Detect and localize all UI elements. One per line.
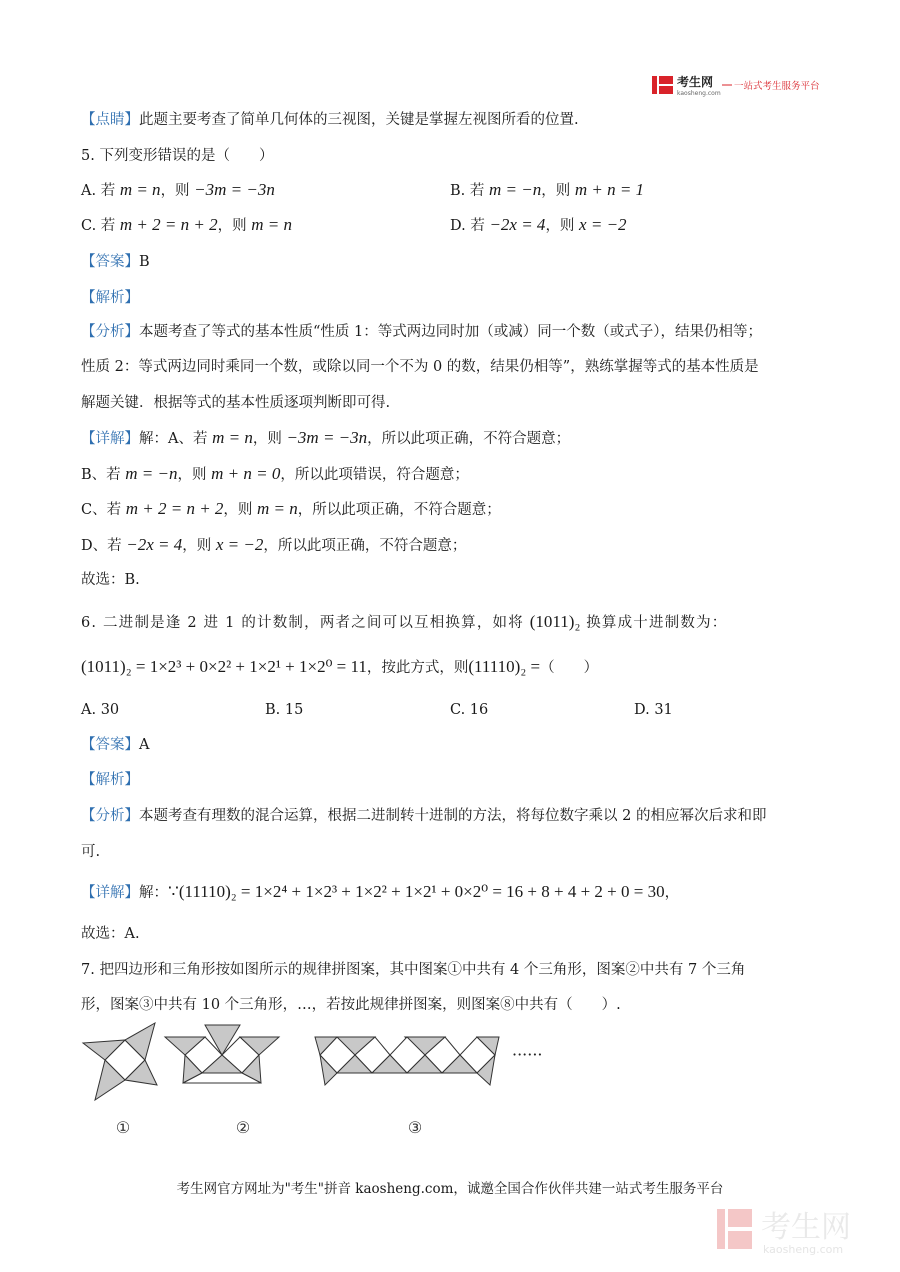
question-6-stem-1: 6. 二进制是逢 2 进 1 的计数制，两者之间可以互相换算，如将 (1011)₂ 换算成十进制数为：	[81, 612, 728, 631]
q5-option-c: C. 若 m + 2 = n + 2，则 m = n	[81, 215, 292, 234]
pattern-figure	[75, 1015, 575, 1145]
q5-xiangjie-a: 【详解】解：A、若 m = n，则 −3m = −3n，所以此项正确，不符合题意；	[81, 428, 571, 447]
q6-answer: 【答案】A	[81, 737, 150, 753]
q6-option-d: D. 31	[634, 702, 673, 718]
q5-answer: 【答案】B	[81, 254, 150, 270]
watermark-en: kaosheng.com	[763, 1243, 844, 1256]
q5-xiangjie-d: D、若 −2x = 4，则 x = −2，所以此项正确，不符合题意；	[81, 535, 467, 554]
pattern-3	[315, 1037, 499, 1085]
logo-slogan: 一站式考生服务平台	[734, 81, 820, 92]
q5-fenxi-1: 【分析】本题考查了等式的基本性质“性质 1：等式两边同时加（或减）同一个数（或式子），结果仍相等；	[81, 324, 762, 340]
q5-fenxi-2: 性质 2：等式两边同时乘同一个数，或除以同一个不为 0 的数，结果仍相等”，熟练掌握等式的基本性质是	[81, 359, 759, 375]
q6-fenxi-2: 可.	[81, 844, 101, 860]
q6-guxuan: 故选：A.	[81, 926, 140, 942]
q5-xiangjie-b: B、若 m = −n，则 m + n = 0，所以此项错误，符合题意；	[81, 464, 469, 483]
dianjing-line	[81, 110, 579, 130]
q5-option-d: D. 若 −2x = 4，则 x = −2	[450, 215, 627, 234]
pattern-1-label: ①	[115, 1118, 131, 1137]
q5-guxuan: 故选：B.	[81, 572, 140, 588]
q5-fenxi-3: 解题关键．根据等式的基本性质逐项判断即可得.	[81, 395, 391, 411]
q6-fenxi-1: 【分析】本题考查有理数的混合运算，根据二进制转十进制的方法，将每位数字乘以 2 的相应幂次后求和即	[81, 808, 767, 824]
q6-option-a: A. 30	[81, 702, 120, 718]
q6-xiangjie: 【详解】解：∵(11110)₂ = 1×2⁴ + 1×2³ + 1×2² + 1×2¹ + 0×2⁰ = 16 + 8 + 4 + 2 + 0 = 30，	[81, 882, 680, 901]
q6-option-b: B. 15	[265, 702, 304, 718]
kaosheng-watermark	[713, 1203, 883, 1259]
pattern-2-label: ②	[235, 1118, 251, 1137]
dianjing-text: 此题主要考查了简单几何体的三视图，关键是掌握左视图所看的位置.	[139, 112, 579, 128]
q5-option-a: A. 若 m = n，则 −3m = −3n	[81, 180, 275, 199]
watermark-cn: 考生网	[761, 1210, 851, 1245]
q5-jiexi-tag: 【解析】	[81, 290, 139, 306]
question-7-stem-1: 7. 把四边形和三角形按如图所示的规律拼图案，其中图案①中共有 4 个三角形，图案②中共有 7 个三角	[81, 962, 746, 978]
page-footer: 考生网官方网址为"考生"拼音 kaosheng.com，诚邀全国合作伙伴共建一站式考生服务平台	[176, 1181, 724, 1197]
q5-option-b: B. 若 m = −n，则 m + n = 1	[450, 180, 645, 199]
q5-xiangjie-c: C、若 m + 2 = n + 2，则 m = n，所以此项正确，不符合题意；	[81, 499, 501, 518]
q6-option-c: C. 16	[450, 702, 489, 718]
pattern-ellipsis: ······	[512, 1045, 543, 1064]
question-7-stem-2: 形，图案③中共有 10 个三角形，…，若按此规律拼图案，则图案⑧中共有（ ）.	[81, 997, 621, 1013]
logo-cn: 考生网	[677, 75, 714, 89]
pattern-1	[83, 1023, 157, 1100]
question-5-stem: 5. 下列变形错误的是（ ）	[81, 148, 274, 164]
dianjing-tag: 【点睛】	[81, 112, 139, 128]
pattern-3-label: ③	[407, 1118, 423, 1137]
q6-jiexi-tag: 【解析】	[81, 772, 139, 788]
kaosheng-logo	[650, 72, 825, 98]
pattern-2	[165, 1025, 279, 1083]
logo-en: kaosheng.com	[677, 90, 721, 97]
question-6-stem-2: (1011)₂ = 1×2³ + 0×2² + 1×2¹ + 1×2⁰ = 11，按此方式，则(11110)₂ =（ ）	[81, 657, 599, 676]
